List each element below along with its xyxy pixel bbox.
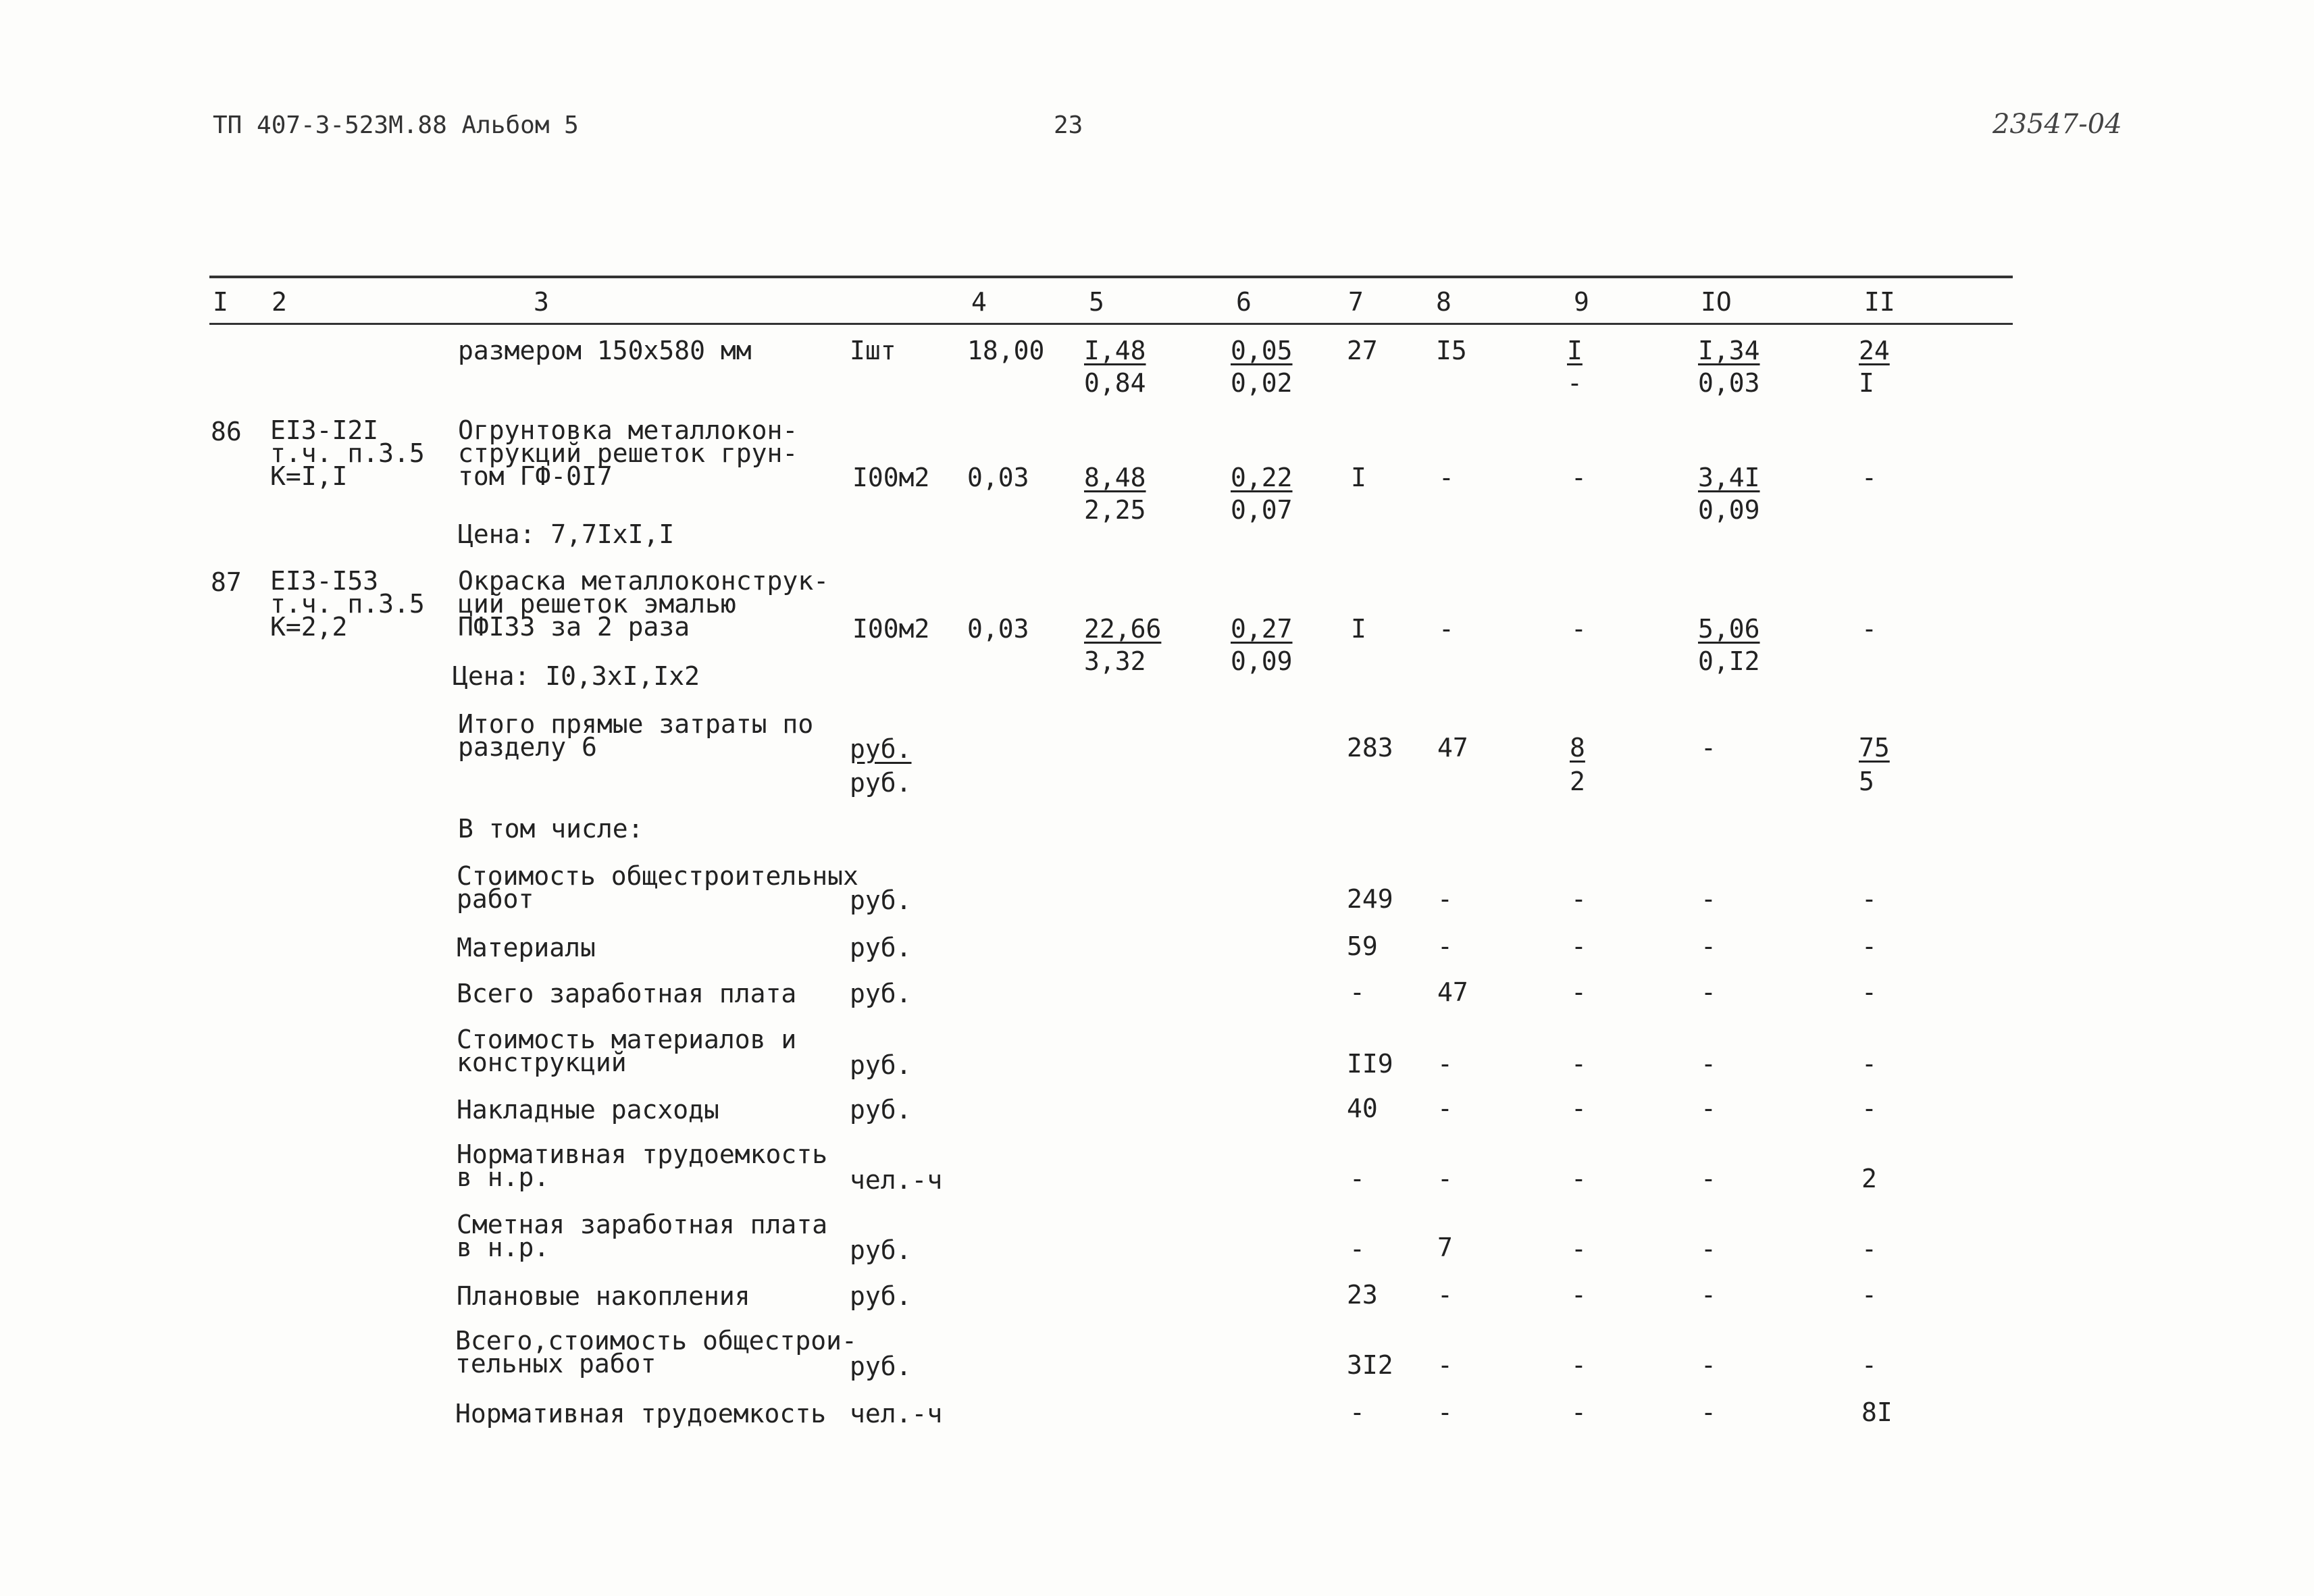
col10: - (1701, 733, 1716, 763)
col8: 7 (1437, 1233, 1453, 1262)
col10-bottom: 0,09 (1698, 495, 1760, 525)
col9: - (1571, 884, 1587, 914)
item-name: Стоимость общестроительных работ (457, 861, 858, 914)
item-qty: 0,03 (967, 614, 1029, 644)
col11: - (1861, 1234, 1877, 1264)
col9: - (1571, 614, 1587, 644)
item-unit: чел.-ч (850, 1399, 943, 1428)
col-header-4: 4 (971, 287, 987, 317)
col10: - (1701, 1350, 1716, 1380)
col9: - (1571, 1093, 1587, 1123)
col8: - (1437, 931, 1453, 961)
item-name: Огрунтовка металлокон- струкций решеток грун- том ГФ-0I7 (458, 415, 798, 491)
col5-bottom: 3,32 (1084, 646, 1146, 676)
col10-bottom: 0,I2 (1698, 646, 1760, 676)
col8: - (1437, 1350, 1453, 1380)
item-unit: руб. (850, 1095, 912, 1125)
col5-top: 22,66 (1084, 614, 1162, 644)
col11: - (1861, 1093, 1877, 1123)
document-reference: ТП 407-3-523М.88 Альбом 5 (213, 111, 579, 139)
col10: - (1701, 1093, 1716, 1123)
row-number: 87 (211, 567, 242, 597)
col-header-10: IO (1701, 287, 1732, 317)
item-name: Плановые накопления (457, 1281, 750, 1311)
col7: - (1349, 1234, 1365, 1264)
col11: - (1861, 614, 1877, 644)
item-qty: 18,00 (967, 336, 1045, 365)
col6-top: 0,27 (1231, 614, 1293, 644)
col9: - (1571, 1397, 1587, 1427)
col8: 47 (1437, 733, 1468, 763)
col8: - (1437, 1093, 1453, 1123)
col-header-6: 6 (1236, 287, 1252, 317)
col7: 23 (1347, 1280, 1378, 1310)
item-name: Материалы (457, 933, 596, 962)
col-header-7: 7 (1348, 287, 1364, 317)
col9: - (1571, 463, 1587, 492)
col7: II9 (1347, 1049, 1393, 1079)
col9-bottom: 2 (1570, 767, 1585, 796)
col-header-2: 2 (272, 287, 287, 317)
col11: - (1861, 884, 1877, 914)
col11: - (1861, 1350, 1877, 1380)
col-header-3: 3 (534, 287, 549, 317)
col11: - (1861, 977, 1877, 1007)
col8: 47 (1437, 977, 1468, 1007)
col11: 8I (1861, 1397, 1893, 1427)
unit-top: руб. (850, 734, 912, 764)
item-unit: I00м2 (852, 463, 930, 492)
col7: 3I2 (1347, 1350, 1393, 1380)
item-name: Накладные расходы (457, 1095, 719, 1125)
col9: - (1571, 1234, 1587, 1264)
col11: - (1861, 463, 1877, 492)
col7: 59 (1347, 931, 1378, 961)
item-unit: руб. (850, 885, 912, 915)
price-formula: Цена: 7,7IxI,I (458, 519, 675, 549)
item-name: Нормативная трудоемкость (455, 1399, 827, 1428)
item-name: Окраска металлоконструк- ций решеток эмалью ПФI33 за 2 раза (458, 566, 829, 642)
item-name: размером 150x580 мм (458, 336, 752, 365)
col9: - (1571, 1280, 1587, 1310)
col11: 2 (1861, 1164, 1877, 1193)
col9: - (1571, 1049, 1587, 1079)
col9-bottom: - (1567, 368, 1583, 398)
item-name: Итого прямые затраты по разделу 6 (458, 709, 814, 762)
item-unit: чел.-ч (850, 1165, 943, 1195)
col7: - (1349, 1397, 1365, 1427)
col9: - (1571, 977, 1587, 1007)
item-name: Сметная заработная плата в н.р. (457, 1210, 828, 1262)
item-qty: 0,03 (967, 463, 1029, 492)
col9-top: 8 (1570, 733, 1585, 763)
col10-top: 3,4I (1698, 463, 1760, 492)
col11: - (1861, 1280, 1877, 1310)
table-header-rule (209, 323, 2013, 325)
col5-top: 8,48 (1084, 463, 1146, 492)
item-name: Всего заработная плата (457, 979, 797, 1008)
col8: I5 (1436, 336, 1467, 365)
col5-top: I,48 (1084, 336, 1146, 365)
item-unit: Iшт (850, 336, 896, 365)
col-header-9: 9 (1574, 287, 1589, 317)
item-name: Стоимость материалов и конструкций (457, 1025, 797, 1077)
price-formula: Цена: I0,3xI,Ix2 (453, 661, 700, 691)
col5-bottom: 2,25 (1084, 495, 1146, 525)
inventory-mark: 23547-04 (1992, 109, 2122, 140)
col8: - (1439, 463, 1454, 492)
item-unit: руб. (850, 1352, 912, 1381)
col11-top: 24 (1859, 336, 1890, 365)
col7: I (1351, 463, 1366, 492)
item-unit: руб. (850, 1281, 912, 1311)
col8: - (1439, 614, 1454, 644)
including-label: В том числе: (458, 814, 644, 844)
item-unit: руб. (850, 1235, 912, 1265)
col10: - (1701, 977, 1716, 1007)
rate-code: EI3-I53 т.ч. п.3.5 К=2,2 (270, 566, 425, 642)
col11-bottom: I (1859, 368, 1874, 398)
col11: - (1861, 1049, 1877, 1079)
col7: 283 (1347, 733, 1393, 763)
col8: - (1437, 1049, 1453, 1079)
col-header-11: II (1864, 287, 1895, 317)
row-number: 86 (211, 417, 242, 446)
col10: - (1701, 884, 1716, 914)
item-name: Всего,стоимость общестрои- тельных работ (455, 1326, 857, 1379)
col11-bottom: 5 (1859, 767, 1874, 796)
col7: - (1349, 977, 1365, 1007)
col5-bottom: 0,84 (1084, 368, 1146, 398)
col7: I (1351, 614, 1366, 644)
col10-top: I,34 (1698, 336, 1760, 365)
col8: - (1437, 1397, 1453, 1427)
col10-bottom: 0,03 (1698, 368, 1760, 398)
col9: - (1571, 1350, 1587, 1380)
col9-top: I (1567, 336, 1583, 365)
col10: - (1701, 1397, 1716, 1427)
col10: - (1701, 1280, 1716, 1310)
col6-top: 0,05 (1231, 336, 1293, 365)
col7: 27 (1347, 336, 1378, 365)
rate-code: EI3-I2I т.ч. п.3.5 К=I,I (270, 415, 425, 491)
col8: - (1437, 1164, 1453, 1193)
col7: 249 (1347, 884, 1393, 914)
col10: - (1701, 1049, 1716, 1079)
col-header-8: 8 (1436, 287, 1451, 317)
col8: - (1437, 884, 1453, 914)
col11-top: 75 (1859, 733, 1890, 763)
col8: - (1437, 1280, 1453, 1310)
col10: - (1701, 931, 1716, 961)
item-unit: руб. (850, 1050, 912, 1080)
col10-top: 5,06 (1698, 614, 1760, 644)
col6-top: 0,22 (1231, 463, 1293, 492)
item-unit: I00м2 (852, 614, 930, 644)
col6-bottom: 0,09 (1231, 646, 1293, 676)
unit-bottom: руб. (850, 768, 912, 798)
col7: 40 (1347, 1093, 1378, 1123)
item-unit: руб. (850, 933, 912, 962)
col-header-5: 5 (1089, 287, 1104, 317)
col6-bottom: 0,02 (1231, 368, 1293, 398)
col6-bottom: 0,07 (1231, 495, 1293, 525)
col10: - (1701, 1234, 1716, 1264)
item-unit: руб. (850, 979, 912, 1008)
page-number: 23 (1054, 111, 1083, 139)
col-header-1: I (213, 287, 228, 317)
col9: - (1571, 1164, 1587, 1193)
col11: - (1861, 931, 1877, 961)
item-name: Нормативная трудоемкость в н.р. (457, 1139, 828, 1192)
col10: - (1701, 1164, 1716, 1193)
col9: - (1571, 931, 1587, 961)
col7: - (1349, 1164, 1365, 1193)
table-top-rule (209, 276, 2013, 278)
